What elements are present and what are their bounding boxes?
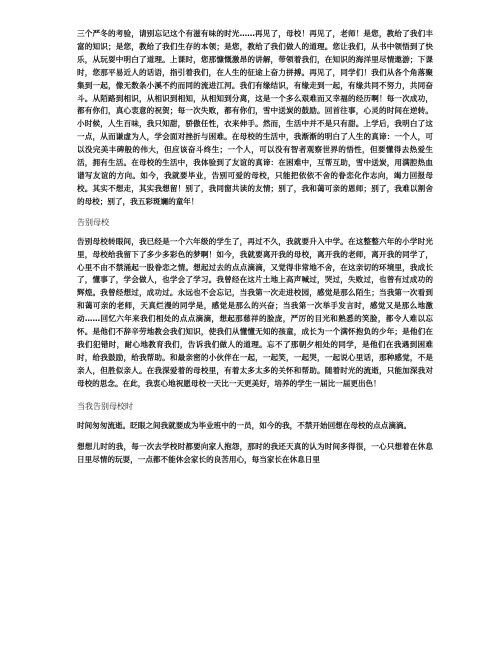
paragraph-farewell-school: 告别母校转眼间，我已经是一个六年级的学生了，再过不久，我就要升入中学。在这整整六年的小学时光里，母校给我留下了多少多彩色的梦啊！如今，我就要离开我的母校，离开我的老师，离开我的同学了，心里不由不禁涌起一股眷恋之情。想起过去的点点滴滴，又觉得非常地不舍，在这亲切的环境里，我成长了，懂事了，学会做人，也学会了学习。我曾经在这片土地上高声喊过，哭过，失败过，也曾有过成功的辉煌。我曾经想过，成功过。永远也不会忘记，当我第一次走进校园，感觉是那么陌生；当我第一次看到和蔼可亲的老师，天真烂漫的同学是，感觉是那么的兴奋；当我第一次举手发言时，感觉又是那么地激动……回忆六年来我们相处的点点滴滴，想起那慈祥的脸庞，严厉的目光和熟悉的笑脸，都令人难以忘怀。是他们不辞辛劳地教会我们知识，使我们从懂懂无知的孩童，成长为一个满怀抱负的少年；是他们在我们犯错时，耐心地教育我们，告诉我们做人的道理。忘不了那朝夕相处的同学，是他们在我遇到困难时，给我鼓励，给我帮助。和最亲密的小伙伴在一起，一起笑，一起哭，一起说心里话，那种感觉，不是亲人，但胜似亲人。在我深爱着的母校里，有着太多太多的关怀和帮助。随着时光的流逝，只能加深我对母校的思念。在此，我衷心地祝愿母校一天比一天更美好，培养的学生一届比一届更出色！ <box>77 236 433 388</box>
section-heading-farewell-school: 告别母校 <box>77 217 109 227</box>
section-heading-when-i-leave: 当我告别母校时 <box>77 401 133 411</box>
paragraph-farewell-intro: 三个严冬的考验，请别忘记这个有滋有味的时光……再见了，母校！再见了，老师！是您，教给了我们丰富的知识；是您，教给了我们生存的本领；是您，教给了我们做人的道理。您让我们，从书中领悟到了快乐，从玩耍中明白了道理。上课时，您那慷慨激昂的讲解，带领着我们，在知识的海洋里尽情遨游；下课时，您那平易近人的话语，指引着我们，在人生的征途上奋力拼搏。再见了，同学们！我们从各个角落聚集到一起，像无数条小溪不约而同的流进江河。我们有缘结识，有缘走到一起，有缘共同不努力，共同奋斗。从陌路到相识，从相识到相知，从相知到分离，这是一个多么艰难而又幸福的经历啊！每一次成功，都有你们，真心衷意的祝贺；每一次失败，都有你们，雪中送炭的鼓励。回首往事，心灵的时间在逆转。小时候，人生百味，我只知甜，骄傲任性，衣来伸手。然而，生活中并不是只有甜。上学后，我明白了这一点，从而谦虚为人，学会面对挫折与困难。在母校的生活中，我渐渐的明白了人生的真谛：一个人，可以没完美丰碑般的伟大，但应该奋斗终生；一个人，可以没有智者观察世界的悟性，但要懂得去热爱生活，拥有生活。在母校的生活中，我体验到了友谊的真谛：在困难中，互帮互助，雪中送炭，用满腔热血谱写友谊的方向。如今，我就要毕业，告别可爱的母校，只能把依依不舍的眷恋化作志向，竭力回报母校。其实不想走，其实我想留！别了，我同窗共读的友情；别了，我和蔼可亲的恩师；别了，我难以割舍的母校；别了，我五彩斑斓的童年！ <box>77 29 433 206</box>
paragraph-time-flies: 时间匆匆流逝。眨眼之间我就要成为毕业班中的一员，如今的我，不禁开始回想在母校的点点滴滴。 <box>77 420 412 430</box>
paragraph-childhood: 想想儿时的我，每一次去学校时都要向家人抱怨，那时的我还天真的认为时间多得很，一心只想着在休息日里尽情的玩耍，一点都不能休会家长的良苦用心，每当家长在休息日里 <box>77 442 433 465</box>
document-page <box>77 28 433 467</box>
